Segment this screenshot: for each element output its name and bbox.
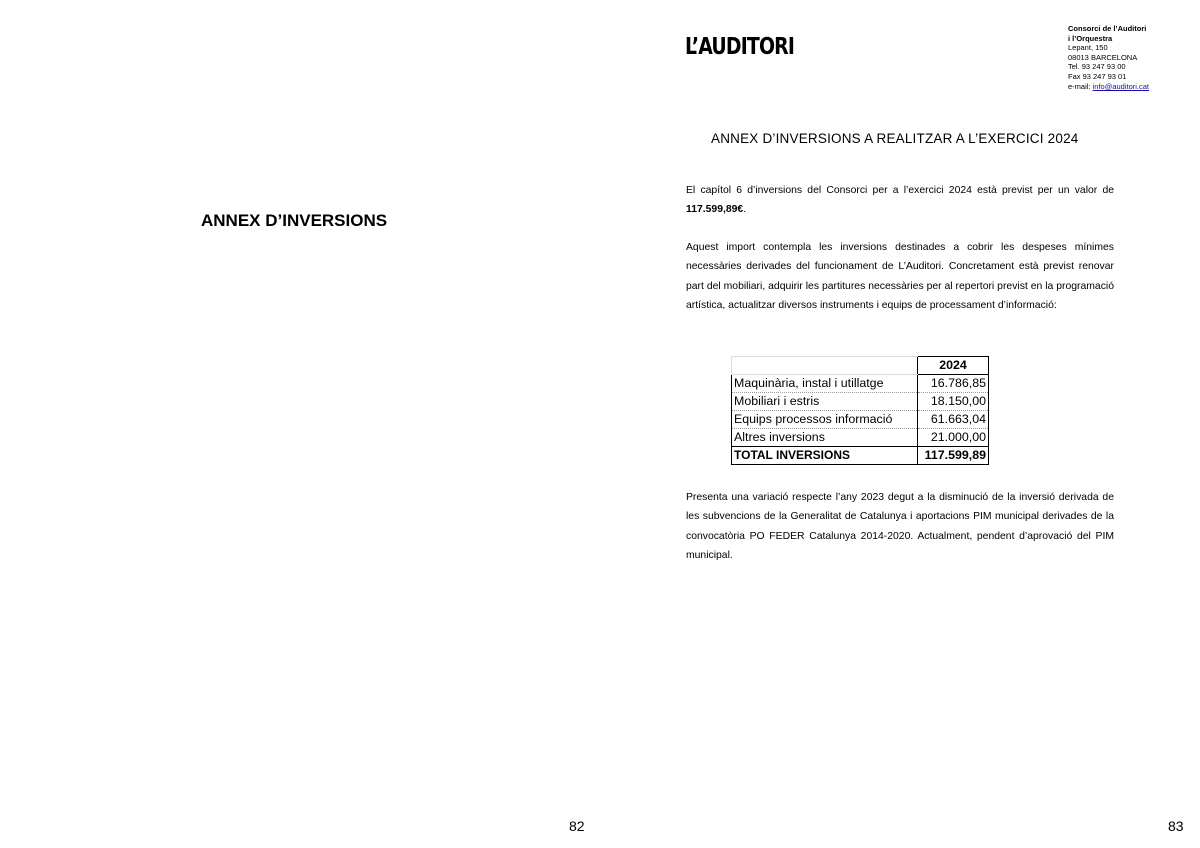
page-number-right: 83 (1168, 818, 1184, 834)
row-value: 18.150,00 (918, 393, 989, 411)
paragraph-budget-end: . (743, 204, 747, 216)
table-header-empty (732, 357, 918, 375)
table-header-row (732, 357, 989, 375)
row-value: 16.786,85 (918, 375, 989, 393)
total-value: 117.599,89 (918, 447, 989, 465)
address-line-6: Fax 93 247 93 01 (1068, 71, 1127, 81)
document-title: ANNEX D’INVERSIONS A REALITZAR A L’EXERCICI 2024 (711, 131, 1079, 146)
address-block (1068, 24, 1149, 91)
email-link[interactable]: info@auditori.cat (1092, 81, 1150, 91)
address-line-5: Tel. 93 247 93 00 (1068, 62, 1126, 72)
table-row (732, 375, 989, 393)
page-number-left: 82 (569, 818, 585, 834)
total-label: TOTAL INVERSIONS (732, 447, 918, 465)
section-title: ANNEX D’INVERSIONS (201, 211, 388, 230)
paragraph-budget-text: El capítol 6 d’inversions del Consorci per a l’exercici 2024 està previst per un valor de (686, 185, 1114, 196)
paragraph-description: Aquest import contempla les inversions destinades a cobrir les despeses mínimes necessàries derivades del funcionament de L’Auditori. Concretament està previst renovar part del mobiliari, adquirir les partitures necessàries per al repertori previst en la programació artística, actualitzar diversos instruments i equips de processament d’informació: (686, 242, 1114, 311)
address-line-1: Consorci de l’Auditori (1068, 24, 1147, 33)
row-value: 21.000,00 (918, 429, 989, 447)
table-header-year: 2024 (918, 357, 989, 375)
address-line-2: i l’Orquestra (1068, 33, 1113, 43)
table-row (732, 411, 989, 429)
investments-table (731, 356, 989, 465)
table-row (732, 429, 989, 447)
budget-amount: 117.599,89€ (686, 204, 744, 216)
row-label: Mobiliari i estris (732, 393, 918, 411)
row-label: Maquinària, instal i utillatge (732, 375, 918, 393)
email-line (1068, 82, 1149, 92)
auditori-logo: L’AUDITORI (685, 34, 795, 60)
row-value: 61.663,04 (918, 411, 989, 429)
right-page (600, 0, 1200, 848)
table-row (732, 393, 989, 411)
table-total-row (732, 447, 989, 465)
row-label: Altres inversions (732, 429, 918, 447)
row-label: Equips processos informació (732, 411, 918, 429)
paragraph-variation: Presenta una variació respecte l’any 2023 degut a la disminució de la inversió derivada de les subvencions de la Generalitat de Catalunya i aportacions PIM municipal derivades de la convocatòria PO FEDER Catalunya 2014-2020. Actualment, pendent d’aprovació del PIM municipal. (686, 492, 1114, 561)
email-label: e-mail: (1068, 81, 1091, 91)
address-line-4: 08013 BARCELONA (1068, 52, 1138, 62)
address-line-3: Lepant, 150 (1068, 43, 1108, 53)
paragraph-budget (686, 181, 1114, 220)
